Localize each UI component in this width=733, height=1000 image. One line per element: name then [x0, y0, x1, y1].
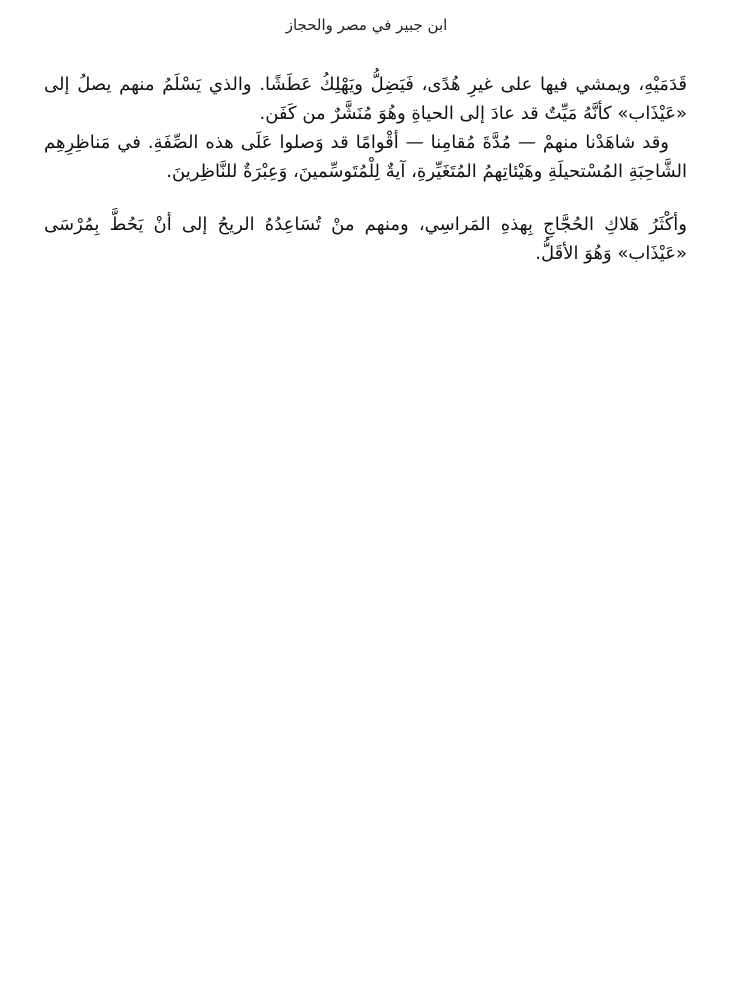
paragraph: قَدَمَيْهِ، ويمشي فيها على غيرِ هُدًى، فَيَضِلُّ ويَهْلِكُ عَطَشًا. والذي يَسْلَمُ منهم يصلُ إلى «عَيْذَاب» كأنَّهُ مَيِّتٌ قد عادَ إلى الحياةِ وهُوَ مُنَشَّرٌ من كَفَن.	[44, 74, 687, 124]
body-text	[44, 70, 687, 268]
running-header: ابن جبير في مصر والحجاز	[285, 16, 448, 34]
paragraph: وأكْثَرُ هَلاكِ الحُجَّاجِ بِهذهِ المَراسِي، ومنهم منْ تُسَاعِدُهُ الريحُ إلى أنْ يَحُطَّ بِمُرْسَى «عَيْذَاب» وَهُوَ الأقَلُّ.	[44, 214, 687, 264]
paragraph: وقد شاهَدْنا منهمْ — مُدَّةَ مُقامِنا — أقْوامًا قد وَصلوا عَلَى هذه الصِّفَةِ. في مَناظِرِهِم الشَّاحِبَةِ المُسْتحيلَةِ وهَيْئاتِهمُ المُتَغَيِّرةِ، آيةٌ لِلْمُتَوسِّمينَ، وَعِبْرَةٌ للنَّاظِرينَ.	[44, 132, 687, 182]
